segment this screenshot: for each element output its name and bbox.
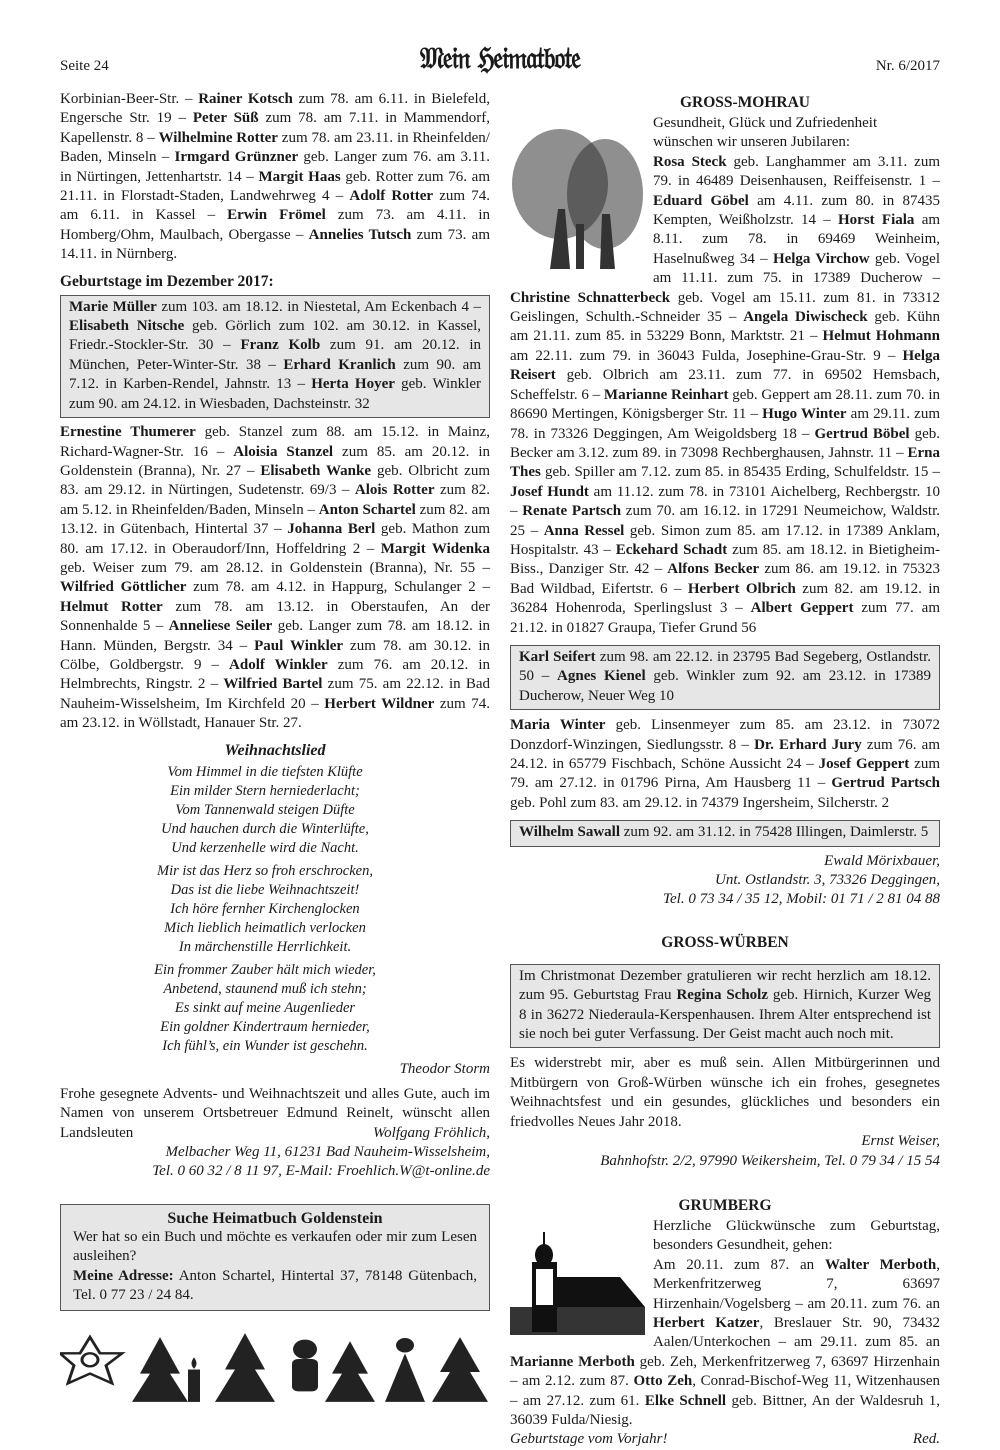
text-segment: zum 70. am 16.12. in 17291 Neumeichow, Waldstr. 25 – — [510, 503, 941, 539]
person-name: Hugo Winter — [762, 406, 847, 423]
person-name: Anton Schartel — [318, 501, 416, 518]
poem-title: Weihnachtslied — [224, 741, 326, 759]
gross-mohrau-highlight-box — [519, 648, 931, 706]
person-name: Alois Rotter — [354, 482, 435, 499]
poem-line: Ich höre fernher Kirchenglocken — [170, 900, 360, 917]
person-name: Regina Scholz — [676, 987, 768, 1004]
signature-contact: Tel. 0 73 34 / 35 12, Mobil: 01 71 / 2 81 04 88 — [663, 891, 940, 908]
poem-line: Es sinkt auf meine Augenlieder — [174, 999, 356, 1016]
text-segment: zum 103. am 18.12. in Niestetal, Am Eckenbach 4 – — [156, 298, 481, 315]
person-name: Helmut Rotter — [60, 598, 163, 615]
december-highlight-box — [69, 298, 481, 414]
gross-mohrau-birthdays-2 — [510, 716, 940, 813]
poem-line: Und hauchen durch die Winterlüfte, — [161, 820, 369, 837]
grumberg-note: Geburtstage vom Vorjahr! — [510, 1431, 668, 1448]
christmas-greeting — [60, 1085, 490, 1143]
text-segment: Korbinian-Beer-Str. – — [60, 91, 199, 107]
person-name: Paul Winkler — [254, 637, 344, 654]
person-name: Ernestine Thumerer — [60, 424, 196, 441]
person-name: Johanna Berl — [287, 521, 376, 538]
text-segment: geb. Olbrich am 23.11. zum 77. in 69502 Hemsbach, Scheffelstr. 6 – — [510, 367, 940, 403]
text-segment: zum 85. am 18.12. in Bietigheim-Biss., Danziger Str. 42 – — [510, 541, 940, 578]
person-name: Dr. Erhard Jury — [754, 736, 862, 753]
text-segment: geb. Mathon zum 80. am 17.12. in Oberaudorf/Inn, Hoffeldring 2 – — [60, 521, 490, 557]
signature-contact: Tel. 0 60 32 / 8 11 97, E-Mail: Froehlich.W@t-online.de — [152, 1163, 490, 1180]
text-segment: geb. Linsenmeyer zum 85. am 23.12. in 73072 Donzdorf-Winzingen, Siedlungsstr. 8 – — [510, 717, 941, 753]
person-name: Maria Winter — [510, 717, 606, 734]
signature-name: Ernst Weiser, — [861, 1133, 940, 1150]
tree-illustration — [510, 114, 645, 274]
signature-address: Melbacher Weg 11, 61231 Bad Nauheim-Wisselsheim, — [165, 1143, 490, 1160]
search-box-address — [73, 1267, 477, 1306]
person-name: Wilfried Bartel — [223, 676, 323, 693]
person-name: Margit Widenka — [380, 540, 490, 557]
december-birthdays — [60, 423, 490, 734]
text-segment: zum 74. am 6.11. in Kassel – — [60, 188, 490, 224]
person-name: Elisabeth Nitsche — [69, 318, 185, 335]
text-segment: geb. Langer zum 78. am 18.12. in Hann. Münden, Bergstr. 34 – — [60, 618, 490, 654]
poem-stanza — [40, 961, 490, 1055]
person-name: Adolf Winkler — [229, 656, 328, 673]
text-segment: zum 78. am 4.12. in Happurg, Schulanger 2 – — [186, 579, 490, 596]
person-name: Wilhelm Sawall — [519, 824, 620, 841]
text-segment: geb. Spiller am 7.12. zum 85. in 85435 Erding, Schulfeldstr. 15 – — [540, 464, 940, 481]
person-name: Horst Fiala — [838, 212, 915, 229]
church-illustration — [510, 1227, 645, 1337]
person-name: Rainer Kotsch — [198, 91, 293, 107]
text-segment: am 8.11. zum 78. in 69469 Weinheim, Haselnußweg 34 – — [653, 212, 941, 267]
poem-line: Und kerzenhelle wird die Nacht. — [171, 839, 359, 856]
text-segment: geb. Kühn am 21.11. zum 85. in 53229 Bonn, Marktstr. 21 – — [510, 309, 941, 345]
search-box-title: Suche Heimatbuch Goldenstein — [167, 1209, 383, 1227]
person-name: Helga Reisert — [510, 347, 940, 384]
text-segment: zum 86. am 19.12. in 75323 Bad Wildbad, Eifertstr. 6 – — [510, 561, 940, 597]
text-segment: zum 78. am 30.12. in Cölbe, Goldbergstr. 9 – — [60, 637, 490, 673]
page-number: Seite 24 — [60, 58, 109, 74]
signature-name: Ewald Mörixbauer, — [824, 852, 940, 869]
text-segment: zum 73. am 4.11. in Homberg/Ohm, Maulbach, Obergasse – — [60, 207, 490, 243]
text-segment: geb. Geppert am 28.11. zum 70. in 86690 Mertingen, Königsberger Str. 11 – — [510, 386, 941, 423]
search-book-box — [60, 1204, 490, 1312]
text-segment: geb. Winkler zum 90. am 24.12. in Wiesbaden, Dachsteinstr. 32 — [69, 376, 481, 412]
gross-mohrau-highlight-box-2 — [519, 823, 931, 842]
text-segment: zum 78. am 6.11. in Bielefeld, Engersche Str. 19 – — [60, 91, 490, 127]
text-segment: zum 82. am 19.12. in 36284 Hohenroda, Sperlingslust 3 – — [510, 580, 940, 617]
poem-line: Ein goldner Kindertraum hernieder, — [160, 1018, 370, 1035]
person-name: Elisabeth Wanke — [260, 462, 372, 479]
text-segment: geb. Vogel am 15.11. zum 81. in 73312 Geislingen, Schulth.-Schneider 35 – — [510, 289, 940, 326]
poem-line: Ich fühl’s, ein Wunder ist geschehn. — [162, 1037, 368, 1054]
person-name: Angela Diwischeck — [743, 309, 868, 326]
text-segment: geb. Simon zum 85. am 17.12. in 17389 Anklam, Hospitalstr. 43 – — [510, 522, 941, 558]
text-segment: zum 73. am 14.11. in Nürnberg. — [60, 226, 490, 263]
november-birthdays — [60, 90, 490, 265]
text-segment: geb. Becker am 3.12. zum 89. in 73098 Rechberghausen, Jahnstr. 11 – — [510, 425, 940, 461]
person-name: Josef Geppert — [818, 756, 910, 772]
text-segment: zum 78. am 23.11. in Rheinfelden/ Baden, Minseln – — [60, 129, 490, 166]
text-segment: Anton Schartel, Hintertal 37, 78148 Gütenbach, Tel. 0 77 23 / 24 84. — [73, 1267, 477, 1303]
poem-line: Das ist die liebe Weihnachtszeit! — [170, 882, 360, 899]
person-name: Wilfried Göttlicher — [60, 579, 187, 596]
text-segment: zum 91. am 20.12. in München, Peter-Winter-Str. 38 – — [69, 337, 481, 373]
person-name: Walter Merboth — [824, 1256, 937, 1273]
person-name: Adolf Rotter — [349, 188, 434, 205]
gross-mohrau-signature — [510, 852, 940, 910]
person-name: Gertrud Böbel — [814, 425, 910, 442]
text-segment: zum 90. am 7.12. in Karben-Rendel, Jahnstr. 13 – — [69, 356, 481, 393]
poem-line: Mich lieblich heimatlich verlocken — [164, 919, 366, 936]
person-name: Renate Partsch — [522, 503, 622, 520]
person-name: Christine Schnatterbeck — [510, 289, 671, 306]
person-name: Elke Schnell — [644, 1392, 727, 1409]
poem — [60, 742, 490, 1080]
text-segment: zum 92. am 31.12. in 75428 Illingen, Daimlerstr. 5 — [620, 824, 929, 841]
text-segment: geb. Görlich zum 102. am 30.12. in Kassel, Friedr.-Stockler-Str. 30 – — [69, 318, 481, 354]
text-segment: geb. Langhammer am 3.11. zum 79. in 46489 Deisenhausen, Reiffeisenstr. 1 – — [653, 153, 940, 190]
poem-stanza — [40, 763, 490, 857]
poem-line: Vom Tannenwald steigen Düfte — [175, 801, 355, 818]
text-segment: geb. Langer zum 76. am 3.11. in Nürtingen, Jettenhartstr. 14 – — [60, 149, 490, 185]
person-name: Marianne Reinhart — [603, 386, 729, 403]
person-name: Herbert Katzer — [653, 1314, 760, 1331]
text-segment: zum 76. am 20.12. in Helmbrechts, Ringstr. 2 – — [60, 656, 490, 693]
person-name: Herbert Olbrich — [687, 580, 796, 597]
text-segment: geb. Rotter zum 76. am 21.11. in Florstadt-Staden, Landwehrweg 4 – — [60, 168, 490, 205]
person-name: Karl Seifert — [519, 648, 596, 665]
gross-mohrau-heading: GROSS-MOHRAU — [679, 94, 811, 111]
text-segment: geb. Pohl zum 83. am 29.12. in 74379 Ingersheim, Silcherstr. 2 — [510, 794, 890, 811]
person-name: Marianne Merboth — [510, 1353, 635, 1370]
poem-author: Theodor Storm — [399, 1061, 490, 1078]
person-name: Marie Müller — [69, 298, 157, 315]
christmas-decoration-image — [60, 1325, 490, 1410]
greeting-text: Frohe gesegnete Advents- und Weihnachtszeit und alles Gute, auch im Namen von unserem Ortsbetreuer Edmund Reinelt, wünscht allen Landsleuten — [60, 1085, 490, 1141]
person-name: Agnes Kienel — [557, 668, 646, 685]
text-segment: zum 82. am 13.12. in Gütenbach, Hintertal 37 – — [60, 501, 490, 538]
text-segment: geb. Zeh, Merkenfritzerweg 7, 63697 Hirzenhain – am 2.12. zum 87. — [510, 1353, 941, 1390]
person-name: Otto Zeh — [633, 1373, 693, 1390]
text-segment: zum 79. am 27.12. in 01796 Pirna, Am Hausberg 11 – — [510, 756, 941, 792]
signature-address: Unt. Ostlandstr. 3, 73326 Deggingen, — [715, 872, 940, 889]
person-name: Irmgard Grünzner — [174, 149, 299, 166]
person-name: Albert Geppert — [750, 600, 854, 617]
search-box-text: Wer hat so ein Buch und möchte es verkaufen oder mir zum Lesen ausleihen? — [73, 1228, 477, 1265]
person-name: Wilhelmine Rotter — [158, 129, 278, 146]
person-name: Helga Virchow — [772, 250, 870, 267]
poem-line: Anbetend, staunend muß ich stehn; — [163, 981, 367, 998]
gross-wuerben-signature — [510, 1132, 940, 1171]
text-segment: Im Christmonat Dezember gratulieren wir recht herzlich am 18.12. zum 95. Geburtstag Frau — [519, 967, 931, 1004]
person-name: Helmut Hohmann — [822, 328, 940, 345]
signature-address: Bahnhofstr. 2/2, 97990 Weikersheim, Tel. 0 79 34 / 15 54 — [600, 1152, 940, 1169]
person-name: Eckehard Schadt — [615, 541, 728, 558]
text-segment: am 22.11. zum 79. in 36043 Fulda, Josephine-Grau-Str. 9 – — [510, 347, 903, 364]
person-name: Anna Ressel — [543, 522, 625, 539]
person-name: Josef Hundt — [510, 483, 589, 500]
text-segment: zum 76. am 24.12. in 65779 Fischbach, Schöne Aussicht 24 – — [510, 736, 940, 772]
text-segment: , Breslauer Str. 90, 73432 Aalen/Unterkochen – am 29.11. zum 85. an — [653, 1314, 940, 1351]
person-name: Herbert Wildner — [324, 695, 435, 712]
signature-name: Wolfgang Fröhlich, — [373, 1124, 490, 1141]
text-segment: Herzliche Glückwünsche zum Geburtstag, besonders Gesundheit, gehen: — [653, 1217, 940, 1254]
poem-line: In märchenstille Herrlichkeit. — [178, 938, 352, 955]
person-name: Margit Haas — [258, 168, 341, 185]
person-name: Erhard Kranlich — [283, 356, 396, 373]
text-segment: zum 82. am 5.12. in Rheinfelden/Baden, Minseln – — [60, 482, 490, 518]
right-column — [510, 94, 940, 1450]
person-name: Rosa Steck — [653, 153, 727, 170]
person-name: Erwin Frömel — [227, 207, 326, 224]
issue-number: Nr. 6/2017 — [875, 58, 940, 74]
greeting-signature — [60, 1143, 490, 1182]
text-segment: , Merkenfritzerweg 7, 63697 Hirzenhain/Vogelsberg – am 20.11. zum 76. an — [653, 1256, 940, 1312]
poem-line: Mir ist das Herz so froh erschrocken, — [156, 863, 373, 880]
poem-line: Ein frommer Zauber hält mich wieder, — [154, 962, 376, 979]
text-segment: zum 77. am 21.12. in 01827 Graupa, Tiefer Grund 56 — [510, 600, 940, 636]
text-segment: , Conrad-Bischof-Weg 11, Witzenhausen – am 27.12. zum 61. — [510, 1373, 940, 1409]
text-segment: zum 78. am 7.11. in Mammendorf, Kapellenstr. 8 – — [60, 110, 490, 146]
editor-mark: Red. — [912, 1431, 940, 1448]
poem-stanza — [40, 862, 490, 956]
masthead-logo: 𝔐𝔢𝔦𝔫 ℌ𝔢𝔦𝔪𝔞𝔱𝔟𝔬𝔱𝔢 — [420, 41, 580, 77]
person-name: Franz Kolb — [240, 337, 321, 354]
person-name: Anneliese Seiler — [168, 618, 273, 635]
person-name: Gertrud Partsch — [831, 775, 940, 792]
person-name: Herta Hoyer — [311, 376, 395, 393]
person-name: Aloisia Stanzel — [233, 443, 334, 460]
text-segment: zum 98. am 22.12. in 23795 Bad Segeberg, Ostlandstr. 50 – — [519, 648, 932, 685]
december-heading: Geburtstage im Dezember 2017: — [60, 272, 274, 290]
poem-line: Vom Himmel in die tiefsten Klüfte — [167, 764, 363, 781]
text-segment: geb. Olbricht zum 83. am 29.12. in Nürtingen, Sudetenstr. 69/3 – — [60, 462, 490, 499]
person-name: Meine Adresse: — [73, 1267, 174, 1284]
text-segment: geb. Weiser zum 79. am 28.12. in Goldenstein (Branna), Nr. 55 – — [60, 559, 490, 576]
poem-line: Ein milder Stern herniederlacht; — [170, 783, 360, 800]
person-name: Alfons Becker — [667, 561, 760, 578]
gross-mohrau-intro: Gesundheit, Glück und Zufriedenheit wünschen wir unseren Jubilaren: — [653, 115, 878, 151]
person-name: Annelies Tutsch — [308, 226, 412, 243]
text-segment: am 11.12. zum 78. in 73101 Aichelberg, Rechbergstr. 10 – — [510, 483, 940, 520]
left-column — [60, 90, 490, 1410]
text-segment: geb. Hirnich, Kurzer Weg 8 in 36272 Niederaula-Kerspenhausen. Ihrem Alter entsprechend ist sie noch bei guter Verfassung. Der Geist macht auch noch mit. — [519, 987, 932, 1043]
text-segment: geb. Bittner, An der Waldesruh 1, 36039 Fulda/Niesig. — [510, 1392, 940, 1428]
text-segment: geb. Stanzel zum 88. am 15.12. in Mainz, Richard-Wagner-Str. 16 – — [60, 424, 491, 460]
text-segment: am 4.11. zum 80. in 87435 Kempten, Weißholzstr. 14 – — [653, 192, 940, 229]
gross-wuerben-text: Es widerstrebt mir, aber es muß sein. Allen Mitbürgerinnen und Mitbürgern von Groß-Würben wünsche ich ein frohes, gesegnetes Weihnachtsfest und ein gesundes, glückliches und besonders ein friedvolles Neues Jahr 2018. — [510, 1055, 940, 1130]
grumberg-heading: GRUMBERG — [678, 1196, 772, 1214]
person-name: Erna Thes — [510, 444, 940, 481]
grumberg-footer — [510, 1430, 940, 1449]
person-name: Peter Süß — [192, 110, 259, 127]
text-segment: zum 75. am 22.12. in Bad Nauheim-Wisselsheim, Im Kirchfeld 20 – — [60, 676, 490, 712]
text-segment: am 29.11. zum 78. in 73326 Deggingen, Am Weigoldsberg 18 – — [510, 406, 940, 442]
person-name: Eduard Göbel — [653, 192, 749, 209]
text-segment: zum 74. am 23.12. in Wöllstadt, Hanauer Str. 27. — [60, 695, 490, 732]
text-segment: zum 85. am 20.12. in Goldenstein (Branna), Nr. 27 – — [60, 443, 490, 479]
text-segment: zum 78. am 13.12. in Oberstaufen, An der Sonnenhalde 5 – — [60, 598, 491, 635]
text-segment: Am 20.11. zum 87. an — [653, 1256, 825, 1273]
gross-wuerben-heading: GROSS-WÜRBEN — [661, 933, 789, 951]
text-segment: geb. Winkler zum 92. am 23.12. in 17389 Ducherow, Neuer Weg 10 — [519, 668, 932, 704]
text-segment: geb. Vogel am 11.11. zum 75. in 17389 Ducherow – — [653, 250, 940, 287]
gross-wuerben-box — [519, 967, 931, 1045]
